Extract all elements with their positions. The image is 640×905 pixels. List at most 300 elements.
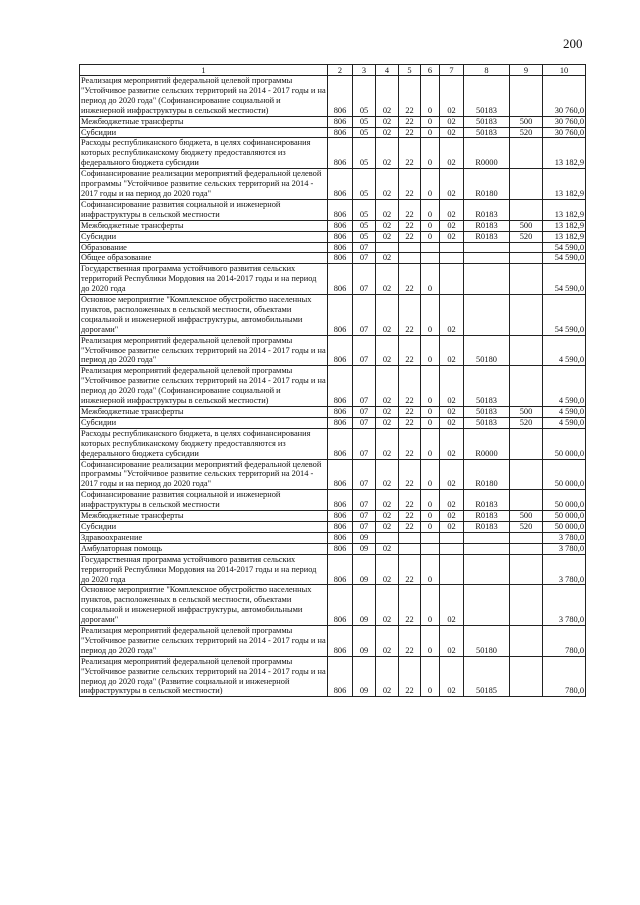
code-cell <box>399 532 421 543</box>
amount-cell: 30 760,0 <box>543 76 586 117</box>
code-cell: 50183 <box>464 116 510 127</box>
code-cell: 0 <box>421 585 440 626</box>
code-cell: 22 <box>399 138 421 169</box>
code-cell: 02 <box>376 253 399 264</box>
code-cell: 806 <box>328 335 353 366</box>
code-cell: R0180 <box>464 169 510 200</box>
code-cell <box>510 428 543 459</box>
code-cell: R0183 <box>464 220 510 231</box>
amount-cell: 50 000,0 <box>543 459 586 490</box>
code-cell: 22 <box>399 554 421 585</box>
column-header: 2 <box>328 65 353 76</box>
code-cell: 22 <box>399 264 421 295</box>
expense-name-cell: Софинансирование реализации мероприятий федеральной целевой программы "Устойчивое развитие сельских территорий на 2014 - 2017 годы и на период до 2020 года" <box>80 169 328 200</box>
code-cell: 07 <box>353 417 376 428</box>
amount-cell: 13 182,9 <box>543 169 586 200</box>
code-cell: 05 <box>353 76 376 117</box>
code-cell <box>376 532 399 543</box>
code-cell: R0183 <box>464 521 510 532</box>
code-cell: 0 <box>421 511 440 522</box>
amount-cell: 50 000,0 <box>543 490 586 511</box>
page-number: 200 <box>563 36 583 51</box>
code-cell: 22 <box>399 295 421 336</box>
code-cell: 02 <box>376 138 399 169</box>
code-cell: 806 <box>328 543 353 554</box>
code-cell: 50183 <box>464 127 510 138</box>
expense-name-cell: Межбюджетные трансферты <box>80 220 328 231</box>
expense-name-cell: Софинансирование развития социальной и инженерной инфраструктуры в сельской местности <box>80 490 328 511</box>
code-cell: 05 <box>353 127 376 138</box>
code-cell <box>399 253 421 264</box>
code-cell: 22 <box>399 459 421 490</box>
table-row <box>80 459 586 490</box>
code-cell: 22 <box>399 335 421 366</box>
code-cell: 02 <box>376 264 399 295</box>
code-cell <box>510 264 543 295</box>
column-header: 3 <box>353 65 376 76</box>
expense-name-cell: Государственная программа устойчивого развития сельских территорий Республики Мордовия на 2014-2017 годы и на период до 2020 года <box>80 554 328 585</box>
code-cell: 806 <box>328 417 353 428</box>
code-cell: R0180 <box>464 459 510 490</box>
amount-cell: 54 590,0 <box>543 295 586 336</box>
code-cell: 806 <box>328 138 353 169</box>
code-cell <box>510 242 543 253</box>
expense-name-cell: Расходы республиканского бюджета, в целях софинансирования которых республиканскому бюджету предоставляются из федерального бюджета субсидии <box>80 428 328 459</box>
code-cell: 07 <box>353 335 376 366</box>
amount-cell: 13 182,9 <box>543 199 586 220</box>
expense-name-cell: Образование <box>80 242 328 253</box>
table-row <box>80 585 586 626</box>
amount-cell: 4 590,0 <box>543 417 586 428</box>
code-cell: 05 <box>353 116 376 127</box>
column-header: 9 <box>510 65 543 76</box>
table-row <box>80 127 586 138</box>
code-cell: 22 <box>399 116 421 127</box>
code-cell <box>510 543 543 554</box>
code-cell: 09 <box>353 656 376 697</box>
code-cell: 02 <box>376 76 399 117</box>
code-cell: 02 <box>376 335 399 366</box>
code-cell: 22 <box>399 199 421 220</box>
amount-cell: 30 760,0 <box>543 127 586 138</box>
expense-name-cell: Софинансирование развития социальной и инженерной инфраструктуры в сельской местности <box>80 199 328 220</box>
code-cell: 02 <box>440 626 464 657</box>
code-cell <box>464 543 510 554</box>
code-cell: 806 <box>328 626 353 657</box>
column-header: 1 <box>80 65 328 76</box>
table-row <box>80 264 586 295</box>
expense-name-cell: Здравоохранение <box>80 532 328 543</box>
code-cell: 05 <box>353 169 376 200</box>
code-cell: 02 <box>376 585 399 626</box>
code-cell: 07 <box>353 264 376 295</box>
code-cell <box>510 199 543 220</box>
code-cell: R0183 <box>464 231 510 242</box>
code-cell: 0 <box>421 554 440 585</box>
code-cell <box>464 532 510 543</box>
table-row <box>80 76 586 117</box>
code-cell <box>376 242 399 253</box>
code-cell <box>510 253 543 264</box>
amount-cell: 54 590,0 <box>543 242 586 253</box>
code-cell: 02 <box>376 407 399 418</box>
amount-cell: 54 590,0 <box>543 264 586 295</box>
code-cell: 05 <box>353 199 376 220</box>
table-row <box>80 490 586 511</box>
code-cell: 02 <box>440 521 464 532</box>
code-cell: 0 <box>421 407 440 418</box>
code-cell: 0 <box>421 366 440 407</box>
code-cell: 806 <box>328 220 353 231</box>
table-row <box>80 626 586 657</box>
code-cell: 0 <box>421 295 440 336</box>
code-cell <box>510 532 543 543</box>
amount-cell: 3 780,0 <box>543 543 586 554</box>
code-cell <box>510 335 543 366</box>
table-row <box>80 220 586 231</box>
column-header: 8 <box>464 65 510 76</box>
code-cell <box>510 366 543 407</box>
code-cell <box>421 242 440 253</box>
code-cell: 50180 <box>464 335 510 366</box>
column-header: 10 <box>543 65 586 76</box>
expense-name-cell: Субсидии <box>80 521 328 532</box>
code-cell: 520 <box>510 417 543 428</box>
table-row <box>80 543 586 554</box>
code-cell: 806 <box>328 521 353 532</box>
code-cell: 0 <box>421 417 440 428</box>
code-cell: R0183 <box>464 199 510 220</box>
code-cell <box>464 264 510 295</box>
code-cell: 22 <box>399 169 421 200</box>
table-row <box>80 169 586 200</box>
code-cell <box>510 656 543 697</box>
amount-cell: 3 780,0 <box>543 585 586 626</box>
code-cell: 806 <box>328 366 353 407</box>
code-cell: 02 <box>376 116 399 127</box>
code-cell: 50185 <box>464 656 510 697</box>
amount-cell: 13 182,9 <box>543 231 586 242</box>
code-cell: 806 <box>328 242 353 253</box>
code-cell: 07 <box>353 407 376 418</box>
code-cell: 806 <box>328 656 353 697</box>
code-cell: 806 <box>328 253 353 264</box>
code-cell: 02 <box>440 127 464 138</box>
code-cell <box>510 76 543 117</box>
code-cell: 520 <box>510 521 543 532</box>
code-cell: 806 <box>328 76 353 117</box>
expense-name-cell: Межбюджетные трансферты <box>80 116 328 127</box>
code-cell: 02 <box>376 543 399 554</box>
code-cell <box>464 253 510 264</box>
code-cell <box>510 459 543 490</box>
code-cell: 02 <box>440 138 464 169</box>
table-row <box>80 417 586 428</box>
expense-name-cell: Расходы республиканского бюджета, в целях софинансирования которых республиканскому бюджету предоставляются из федерального бюджета субсидии <box>80 138 328 169</box>
code-cell: 806 <box>328 532 353 543</box>
table-row <box>80 231 586 242</box>
code-cell <box>464 242 510 253</box>
code-cell: 0 <box>421 626 440 657</box>
column-header: 7 <box>440 65 464 76</box>
header-row <box>80 65 586 76</box>
amount-cell: 780,0 <box>543 626 586 657</box>
table-row <box>80 366 586 407</box>
code-cell: 07 <box>353 511 376 522</box>
code-cell: 0 <box>421 138 440 169</box>
table-row <box>80 242 586 253</box>
column-header: 5 <box>399 65 421 76</box>
amount-cell: 3 780,0 <box>543 554 586 585</box>
expense-name-cell: Основное мероприятие "Комплексное обустройство населенных пунктов, расположенных в сельской местности, объектами социальной и инженерной инфраструктуры, автомобильными дорогами" <box>80 295 328 336</box>
table-row <box>80 656 586 697</box>
code-cell: 02 <box>440 490 464 511</box>
code-cell: 22 <box>399 407 421 418</box>
code-cell: 50180 <box>464 626 510 657</box>
table-row <box>80 335 586 366</box>
code-cell: 07 <box>353 459 376 490</box>
code-cell: 0 <box>421 335 440 366</box>
code-cell: 02 <box>440 295 464 336</box>
code-cell: R0183 <box>464 511 510 522</box>
code-cell: 02 <box>376 231 399 242</box>
code-cell <box>440 532 464 543</box>
code-cell <box>440 242 464 253</box>
code-cell: 02 <box>440 511 464 522</box>
table-row <box>80 428 586 459</box>
code-cell: 05 <box>353 220 376 231</box>
amount-cell: 50 000,0 <box>543 521 586 532</box>
code-cell: 0 <box>421 459 440 490</box>
code-cell: 0 <box>421 521 440 532</box>
code-cell: R0183 <box>464 490 510 511</box>
code-cell <box>464 554 510 585</box>
code-cell: 806 <box>328 511 353 522</box>
code-cell: 0 <box>421 264 440 295</box>
code-cell: 22 <box>399 585 421 626</box>
code-cell: 0 <box>421 116 440 127</box>
code-cell: 22 <box>399 366 421 407</box>
amount-cell: 780,0 <box>543 656 586 697</box>
code-cell <box>510 585 543 626</box>
expense-name-cell: Субсидии <box>80 127 328 138</box>
code-cell: 806 <box>328 169 353 200</box>
code-cell: 806 <box>328 116 353 127</box>
code-cell <box>399 242 421 253</box>
expense-name-cell: Реализация мероприятий федеральной целевой программы "Устойчивое развитие сельских территорий на 2014 - 2017 годы и на период до 2020 года" (Развитие социальной и инженерной инфраструктуры в сельской местности) <box>81 656 326 696</box>
amount-cell: 3 780,0 <box>543 532 586 543</box>
expense-name-cell: Общее образование <box>80 253 328 264</box>
code-cell: 806 <box>328 459 353 490</box>
code-cell: 02 <box>376 199 399 220</box>
code-cell: 07 <box>353 428 376 459</box>
expense-name-cell: Реализация мероприятий федеральной целевой программы "Устойчивое развитие сельских территорий на 2014 - 2017 годы и на период до 2020 года" <box>81 626 326 655</box>
code-cell <box>399 543 421 554</box>
code-cell <box>510 138 543 169</box>
code-cell <box>440 264 464 295</box>
code-cell: 0 <box>421 656 440 697</box>
table-row <box>80 511 586 522</box>
code-cell: 02 <box>440 459 464 490</box>
table-row <box>80 199 586 220</box>
code-cell: 806 <box>328 231 353 242</box>
expense-name-cell: Реализация мероприятий федеральной целевой программы "Устойчивое развитие сельских территорий на 2014 - 2017 годы и на период до 2020 года" <box>81 335 326 365</box>
table-row <box>80 532 586 543</box>
code-cell: 500 <box>510 407 543 418</box>
code-cell: 07 <box>353 242 376 253</box>
table-body <box>80 76 586 697</box>
code-cell: 50183 <box>464 76 510 117</box>
code-cell: 02 <box>440 231 464 242</box>
code-cell: 520 <box>510 231 543 242</box>
code-cell: 02 <box>376 169 399 200</box>
code-cell: 02 <box>440 585 464 626</box>
table-row <box>80 295 586 336</box>
code-cell: R0000 <box>464 138 510 169</box>
code-cell: 22 <box>399 220 421 231</box>
code-cell <box>510 490 543 511</box>
expense-name-cell: Софинансирование реализации мероприятий федеральной целевой программы "Устойчивое развитие сельских территорий на 2014 - 2017 годы и на период до 2020 года" <box>80 459 328 490</box>
code-cell: 02 <box>376 417 399 428</box>
code-cell <box>421 253 440 264</box>
code-cell: 02 <box>376 490 399 511</box>
code-cell: 22 <box>399 76 421 117</box>
code-cell: 806 <box>328 127 353 138</box>
column-header: 4 <box>376 65 399 76</box>
code-cell: 02 <box>440 656 464 697</box>
code-cell: 09 <box>353 532 376 543</box>
code-cell: 02 <box>440 428 464 459</box>
code-cell <box>440 554 464 585</box>
amount-cell: 13 182,9 <box>543 220 586 231</box>
budget-table <box>79 64 586 697</box>
code-cell: 500 <box>510 511 543 522</box>
code-cell: 07 <box>353 253 376 264</box>
code-cell: 806 <box>328 554 353 585</box>
code-cell: 0 <box>421 490 440 511</box>
code-cell: 0 <box>421 76 440 117</box>
code-cell: 22 <box>399 521 421 532</box>
code-cell <box>421 532 440 543</box>
code-cell: 0 <box>421 199 440 220</box>
amount-cell: 30 760,0 <box>543 116 586 127</box>
code-cell <box>510 295 543 336</box>
expense-name-cell: Реализация мероприятий федеральной целевой программы "Устойчивое развитие сельских территорий на 2014 - 2017 годы и на период до 2020 года" (Софинансирование социальной и инженерной инфраструктуры в сельской местности) <box>81 366 326 406</box>
column-header: 6 <box>421 65 440 76</box>
code-cell: 02 <box>440 199 464 220</box>
code-cell: 22 <box>399 127 421 138</box>
code-cell <box>421 543 440 554</box>
expense-name-cell: Государственная программа устойчивого развития сельских территорий Республики Мордовия на 2014-2017 годы и на период до 2020 года <box>80 264 328 295</box>
code-cell: 50183 <box>464 417 510 428</box>
code-cell: 0 <box>421 231 440 242</box>
code-cell <box>440 543 464 554</box>
code-cell: 02 <box>376 220 399 231</box>
code-cell: 22 <box>399 626 421 657</box>
code-cell <box>510 554 543 585</box>
code-cell: 02 <box>376 459 399 490</box>
code-cell: 02 <box>376 511 399 522</box>
expense-name-cell: Межбюджетные трансферты <box>80 407 328 418</box>
code-cell: 07 <box>353 295 376 336</box>
table-row <box>80 116 586 127</box>
code-cell: 02 <box>440 417 464 428</box>
code-cell <box>440 253 464 264</box>
expense-name-cell: Субсидии <box>80 231 328 242</box>
code-cell: 02 <box>376 554 399 585</box>
code-cell: 500 <box>510 116 543 127</box>
code-cell: 02 <box>440 116 464 127</box>
expense-name-cell: Межбюджетные трансферты <box>80 511 328 522</box>
amount-cell: 4 590,0 <box>543 407 586 418</box>
code-cell: 05 <box>353 231 376 242</box>
code-cell: 0 <box>421 428 440 459</box>
amount-cell: 54 590,0 <box>543 253 586 264</box>
code-cell <box>464 585 510 626</box>
code-cell: 02 <box>376 521 399 532</box>
code-cell <box>510 626 543 657</box>
table-row <box>80 521 586 532</box>
code-cell: 0 <box>421 220 440 231</box>
code-cell: 02 <box>376 127 399 138</box>
code-cell: 806 <box>328 264 353 295</box>
code-cell: 806 <box>328 585 353 626</box>
code-cell: 02 <box>376 656 399 697</box>
code-cell: 02 <box>440 366 464 407</box>
table-row <box>80 253 586 264</box>
code-cell: 02 <box>440 407 464 418</box>
table-row <box>80 138 586 169</box>
code-cell: 02 <box>376 428 399 459</box>
code-cell: 02 <box>440 76 464 117</box>
code-cell: 0 <box>421 169 440 200</box>
code-cell: 806 <box>328 295 353 336</box>
amount-cell: 50 000,0 <box>543 428 586 459</box>
code-cell: 500 <box>510 220 543 231</box>
code-cell: 05 <box>353 138 376 169</box>
expense-name-cell: Субсидии <box>80 417 328 428</box>
code-cell: 02 <box>440 169 464 200</box>
code-cell: 22 <box>399 511 421 522</box>
expense-name-cell: Амбулаторная помощь <box>80 543 328 554</box>
expense-name-cell: Основное мероприятие "Комплексное обустройство населенных пунктов, расположенных в сельской местности, объектами социальной и инженерной инфраструктуры, автомобильными дорогами" <box>80 585 328 626</box>
code-cell: 02 <box>440 220 464 231</box>
code-cell: 22 <box>399 231 421 242</box>
code-cell: 0 <box>421 127 440 138</box>
code-cell: 22 <box>399 490 421 511</box>
expense-name-cell: Реализация мероприятий федеральной целевой программы "Устойчивое развитие сельских территорий на 2014 - 2017 годы и на период до 2020 года" (Софинансирование социальной и инженерной инфраструктуры в сельской местности) <box>81 76 326 115</box>
code-cell: 07 <box>353 490 376 511</box>
code-cell <box>510 169 543 200</box>
code-cell: 806 <box>328 407 353 418</box>
code-cell: 50183 <box>464 407 510 418</box>
code-cell: 02 <box>376 295 399 336</box>
code-cell: 02 <box>376 626 399 657</box>
code-cell: 22 <box>399 428 421 459</box>
code-cell: 09 <box>353 554 376 585</box>
code-cell: 806 <box>328 199 353 220</box>
code-cell: 806 <box>328 490 353 511</box>
code-cell <box>464 295 510 336</box>
table-row <box>80 407 586 418</box>
code-cell: 09 <box>353 543 376 554</box>
table-row <box>80 554 586 585</box>
code-cell: 520 <box>510 127 543 138</box>
code-cell: 50183 <box>464 366 510 407</box>
code-cell: 02 <box>440 335 464 366</box>
code-cell: 02 <box>376 366 399 407</box>
code-cell: 09 <box>353 585 376 626</box>
